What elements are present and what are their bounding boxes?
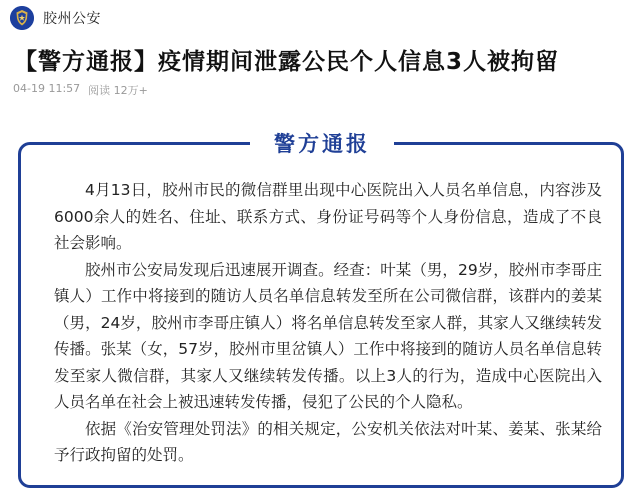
account-header: [0, 0, 640, 36]
police-badge-icon[interactable]: [10, 6, 34, 30]
read-count: 阅读 12万+: [88, 84, 148, 97]
account-name[interactable]: 胶州公安: [43, 11, 101, 27]
notice-body: [54, 177, 602, 469]
notice-paragraph: 依据《治安管理处罚法》的相关规定，公安机关依法对叶某、姜某、张某给予行政拘留的处罚。: [54, 419, 602, 464]
notice-paragraph: 胶州市公安局发现后迅速展开调查。经查：叶某（男，29岁，胶州市李哥庄镇人）工作中将接到的随访人员名单信息转发至所在公司微信群，该群内的姜某（男，24岁，胶州市李哥庄镇人）将名单信息转发至家人群，其家人又继续转发传播。张某（女，57岁，胶州市里岔镇人）工作中将接到的随访人员名单信息转发至家人微信群，其家人又继续转发传播。以上3人的行为，造成中心医院出入人员名单在社会上被迅速转发传播，侵犯了公民的个人隐私。: [54, 260, 602, 411]
article-title: 【警方通报】疫情期间泄露公民个人信息3人被拘留: [14, 49, 560, 75]
notice-heading-wrap: [250, 126, 394, 160]
publish-date: 04-19 11:57: [13, 82, 81, 95]
article-meta: [13, 82, 148, 98]
notice-paragraph: 4月13日，胶州市民的微信群里出现中心医院出入人员名单信息，内容涉及6000余人的姓名、住址、联系方式、身份证号码等个人身份信息，造成了不良社会影响。: [54, 181, 602, 252]
notice-heading: 警方通报: [274, 132, 370, 156]
